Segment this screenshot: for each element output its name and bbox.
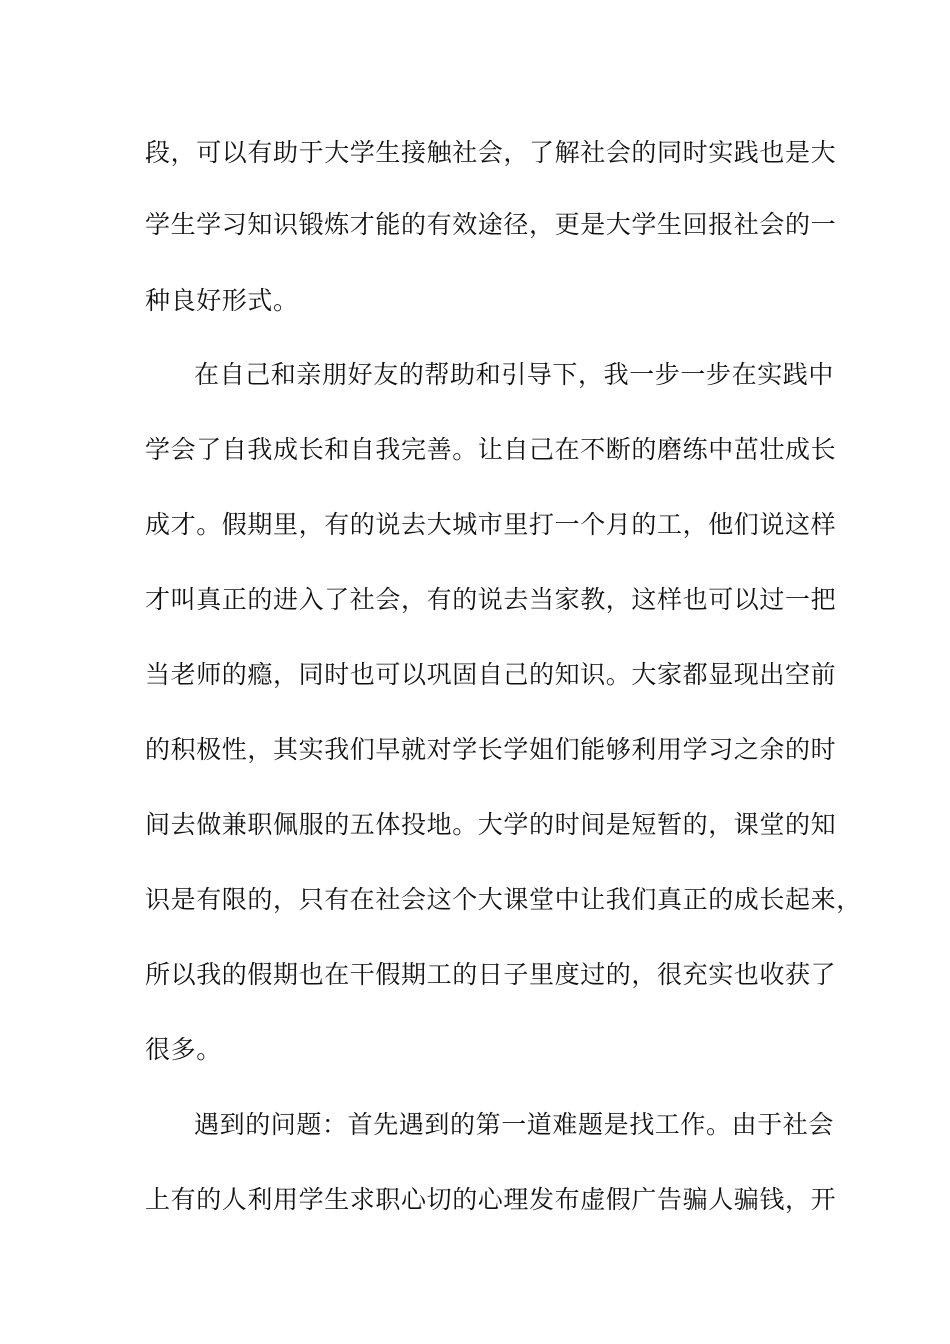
- paragraph-first-line: 在自己和亲朋好友的帮助和引导下，我一步一步在实践中: [194, 360, 835, 389]
- text-line: 种良好形式。: [145, 286, 299, 315]
- text-line: 识是有限的，只有在社会这个大课堂中让我们真正的成长起来，: [145, 885, 862, 914]
- text-line: 很多。: [145, 1035, 222, 1064]
- paragraph-first-line: 遇到的问题：首先遇到的第一道难题是找工作。由于社会: [194, 1110, 835, 1139]
- text-line: 成才。假期里，有的说去大城市里打一个月的工，他们说这样: [145, 510, 837, 539]
- text-line: 所以我的假期也在干假期工的日子里度过的，很充实也收获了: [145, 960, 837, 989]
- text-line: 上有的人利用学生求职心切的心理发布虚假广告骗人骗钱，开: [145, 1185, 837, 1214]
- text-line: 才叫真正的进入了社会，有的说去当家教，这样也可以过一把: [145, 585, 837, 614]
- text-line: 的积极性，其实我们早就对学长学姐们能够利用学习之余的时: [145, 735, 837, 764]
- text-line: 段，可以有助于大学生接触社会，了解社会的同时实践也是大: [145, 138, 837, 167]
- text-line: 当老师的瘾，同时也可以巩固自己的知识。大家都显现出空前: [145, 660, 837, 689]
- text-line: 学生学习知识锻炼才能的有效途径，更是大学生回报社会的一: [145, 210, 837, 239]
- text-line: 间去做兼职佩服的五体投地。大学的时间是短暂的，课堂的知: [145, 810, 837, 839]
- text-line: 学会了自我成长和自我完善。让自己在不断的磨练中茁壮成长: [145, 435, 837, 464]
